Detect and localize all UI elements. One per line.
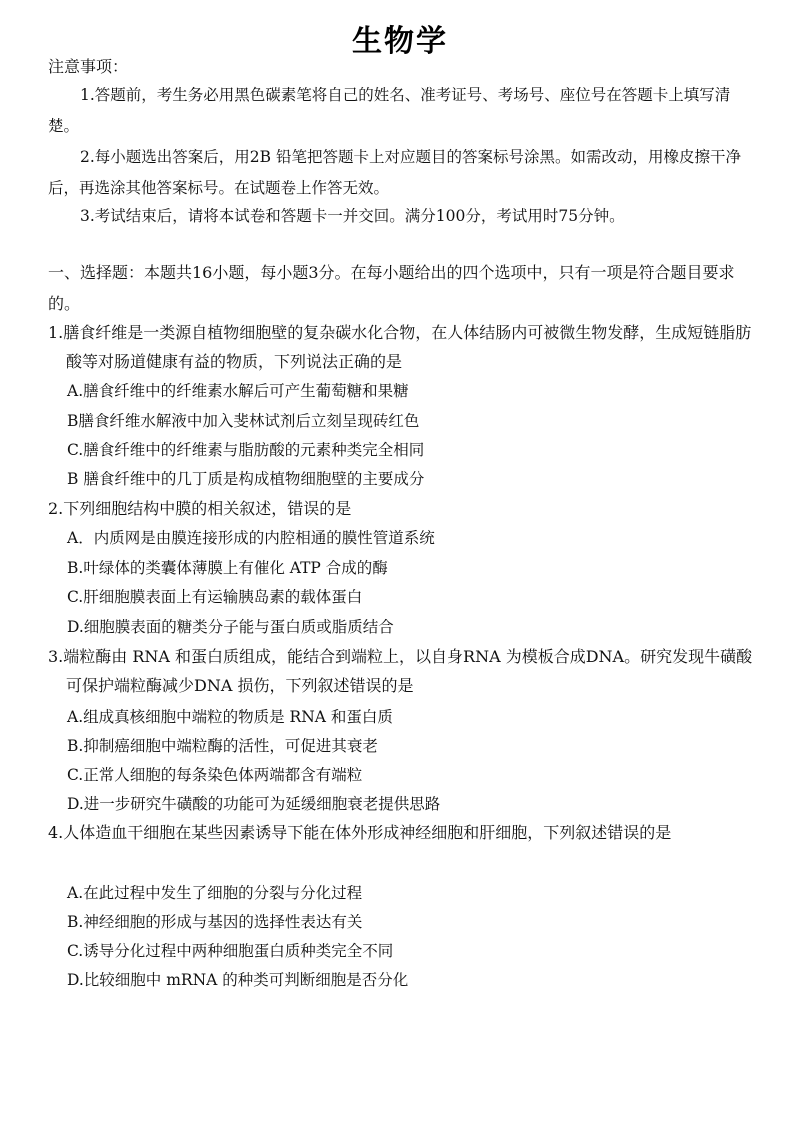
question-1-stem: 1.膳食纤维是一类源自植物细胞壁的复杂碳水化合物，在人体结肠内可被微生物发酵，生成短链脂肪酸等对肠道健康有益的物质，下列说法正确的是 [48,323,752,371]
page-title: 生物学 [352,24,448,59]
note-item-2: 2.每小题选出答案后，用2B 铅笔把答题卡上对应题目的答案标号涂黑。如需改动，用橡皮擦干净后，再选涂其他答案标号。在试题卷上作答无效。 [48,148,741,197]
question-1-option-3: C.膳食纤维中的纤维素与脂肪酸的元素种类完全相同 [67,441,425,459]
question-4-option-2: B.神经细胞的形成与基因的选择性表达有关 [67,913,363,931]
question-3-option-4: D.进一步研究牛磺酸的功能可为延缓细胞衰老提供思路 [67,795,441,813]
notes-heading: 注意事项： [48,57,129,76]
question-1-option-1: A.膳食纤维中的纤维素水解后可产生葡萄糖和果糖 [67,382,409,400]
question-2-option-4: D.细胞膜表面的糖类分子能与蛋白质或脂质结合 [67,618,394,636]
question-3-stem: 3.端粒酶由 RNA 和蛋白质组成，能结合到端粒上，以自身RNA 为模板合成DNA。研究发现牛磺酸可保护端粒酶减少DNA 损伤，下列叙述错误的是 [48,647,753,695]
question-3-option-1: A.组成真核细胞中端粒的物质是 RNA 和蛋白质 [67,708,393,726]
question-4-option-1: A.在此过程中发生了细胞的分裂与分化过程 [67,884,363,902]
question-2-option-3: C.肝细胞膜表面上有运输胰岛素的载体蛋白 [67,588,363,606]
question-2-option-1: A．内质网是由膜连接形成的内腔相通的膜性管道系统 [67,529,435,547]
question-1-option-4: B 膳食纤维中的几丁质是构成植物细胞壁的主要成分 [67,470,425,488]
note-item-1: 1.答题前，考生务必用黑色碳素笔将自己的姓名、准考证号、考场号、座位号在答题卡上填写清楚。 [48,86,731,135]
question-3-option-3: C.正常人细胞的每条染色体两端都含有端粒 [67,766,363,784]
question-2-option-2: B.叶绿体的类囊体薄膜上有催化 ATP 合成的酶 [67,559,388,577]
question-3-option-2: B.抑制癌细胞中端粒酶的活性，可促进其衰老 [67,737,378,755]
section-heading: 一、选择题：本题共16小题，每小题3分。在每小题给出的四个选项中，只有一项是符合题目要求的。 [48,263,735,313]
question-4-stem: 4.人体造血干细胞在某些因素诱导下能在体外形成神经细胞和肝细胞，下列叙述错误的是 [48,823,672,842]
question-1-option-2: B膳食纤维水解液中加入斐林试剂后立刻呈现砖红色 [67,412,420,430]
note-item-3: 3.考试结束后，请将本试卷和答题卡一并交回。满分100分，考试用时75分钟。 [80,207,625,225]
question-2-stem: 2.下列细胞结构中膜的相关叙述，错误的是 [48,499,352,518]
question-4-option-4: D.比较细胞中 mRNA 的种类可判断细胞是否分化 [67,971,409,989]
question-4-option-3: C.诱导分化过程中两种细胞蛋白质种类完全不同 [67,942,394,960]
